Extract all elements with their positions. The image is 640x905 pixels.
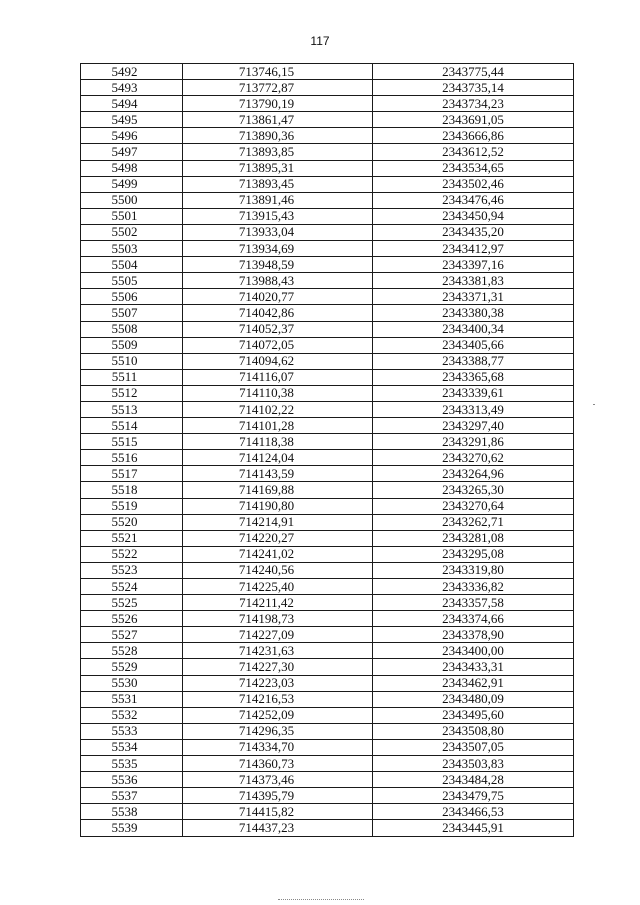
x-coordinate-cell: 714334,70: [183, 739, 373, 755]
y-coordinate-cell: 2343450,94: [373, 208, 574, 224]
point-number-cell: 5505: [81, 273, 183, 289]
x-coordinate-cell: 714214,91: [183, 514, 373, 530]
table-row: [81, 192, 574, 208]
point-number-cell: 5495: [81, 112, 183, 128]
x-coordinate-cell: 713948,59: [183, 257, 373, 273]
point-number-cell: 5539: [81, 820, 183, 836]
y-coordinate-cell: 2343400,34: [373, 321, 574, 337]
y-coordinate-cell: 2343502,46: [373, 176, 574, 192]
table-row: [81, 96, 574, 112]
point-number-cell: 5531: [81, 691, 183, 707]
y-coordinate-cell: 2343397,16: [373, 257, 574, 273]
point-number-cell: 5507: [81, 305, 183, 321]
table-row: [81, 514, 574, 530]
table-row: [81, 385, 574, 401]
table-row: [81, 611, 574, 627]
table-row: [81, 305, 574, 321]
table-row: [81, 450, 574, 466]
table-row: [81, 530, 574, 546]
point-number-cell: 5492: [81, 64, 183, 80]
point-number-cell: 5498: [81, 160, 183, 176]
y-coordinate-cell: 2343297,40: [373, 418, 574, 434]
table-row: [81, 128, 574, 144]
x-coordinate-cell: 713915,43: [183, 208, 373, 224]
point-number-cell: 5525: [81, 595, 183, 611]
y-coordinate-cell: 2343365,68: [373, 369, 574, 385]
y-coordinate-cell: 2343291,86: [373, 434, 574, 450]
point-number-cell: 5514: [81, 418, 183, 434]
y-coordinate-cell: 2343374,66: [373, 611, 574, 627]
coordinates-table-body: [81, 64, 574, 837]
table-row: [81, 579, 574, 595]
y-coordinate-cell: 2343313,49: [373, 401, 574, 417]
table-row: [81, 80, 574, 96]
x-coordinate-cell: 714373,46: [183, 772, 373, 788]
y-coordinate-cell: 2343380,38: [373, 305, 574, 321]
x-coordinate-cell: 713893,45: [183, 176, 373, 192]
x-coordinate-cell: 714042,86: [183, 305, 373, 321]
point-number-cell: 5534: [81, 739, 183, 755]
table-row: [81, 820, 574, 836]
point-number-cell: 5532: [81, 707, 183, 723]
y-coordinate-cell: 2343262,71: [373, 514, 574, 530]
point-number-cell: 5537: [81, 788, 183, 804]
point-number-cell: 5535: [81, 756, 183, 772]
x-coordinate-cell: 714190,80: [183, 498, 373, 514]
point-number-cell: 5522: [81, 546, 183, 562]
x-coordinate-cell: 714223,03: [183, 675, 373, 691]
point-number-cell: 5512: [81, 385, 183, 401]
table-row: [81, 562, 574, 578]
y-coordinate-cell: 2343405,66: [373, 337, 574, 353]
x-coordinate-cell: 714241,02: [183, 546, 373, 562]
point-number-cell: 5509: [81, 337, 183, 353]
table-row: [81, 64, 574, 80]
point-number-cell: 5533: [81, 723, 183, 739]
point-number-cell: 5530: [81, 675, 183, 691]
point-number-cell: 5500: [81, 192, 183, 208]
table-row: [81, 337, 574, 353]
table-row: [81, 176, 574, 192]
y-coordinate-cell: 2343735,14: [373, 80, 574, 96]
y-coordinate-cell: 2343507,05: [373, 739, 574, 755]
x-coordinate-cell: 714240,56: [183, 562, 373, 578]
table-row: [81, 595, 574, 611]
table-row: [81, 257, 574, 273]
point-number-cell: 5510: [81, 353, 183, 369]
x-coordinate-cell: 714437,23: [183, 820, 373, 836]
x-coordinate-cell: 714110,38: [183, 385, 373, 401]
table-row: [81, 160, 574, 176]
point-number-cell: 5502: [81, 224, 183, 240]
table-row: [81, 707, 574, 723]
y-coordinate-cell: 2343433,31: [373, 659, 574, 675]
bottom-rule: [278, 899, 364, 900]
point-number-cell: 5538: [81, 804, 183, 820]
point-number-cell: 5536: [81, 772, 183, 788]
x-coordinate-cell: 714124,04: [183, 450, 373, 466]
x-coordinate-cell: 714296,35: [183, 723, 373, 739]
table-row: [81, 627, 574, 643]
point-number-cell: 5503: [81, 241, 183, 257]
x-coordinate-cell: 713861,47: [183, 112, 373, 128]
y-coordinate-cell: 2343476,46: [373, 192, 574, 208]
y-coordinate-cell: 2343612,52: [373, 144, 574, 160]
table-row: [81, 466, 574, 482]
x-coordinate-cell: 714252,09: [183, 707, 373, 723]
y-coordinate-cell: 2343435,20: [373, 224, 574, 240]
y-coordinate-cell: 2343734,23: [373, 96, 574, 112]
x-coordinate-cell: 714220,27: [183, 530, 373, 546]
table-row: [81, 321, 574, 337]
y-coordinate-cell: 2343691,05: [373, 112, 574, 128]
table-row: [81, 273, 574, 289]
point-number-cell: 5501: [81, 208, 183, 224]
table-row: [81, 723, 574, 739]
point-number-cell: 5515: [81, 434, 183, 450]
x-coordinate-cell: 714116,07: [183, 369, 373, 385]
y-coordinate-cell: 2343503,83: [373, 756, 574, 772]
y-coordinate-cell: 2343775,44: [373, 64, 574, 80]
point-number-cell: 5494: [81, 96, 183, 112]
point-number-cell: 5504: [81, 257, 183, 273]
table-row: [81, 144, 574, 160]
y-coordinate-cell: 2343336,82: [373, 579, 574, 595]
x-coordinate-cell: 714360,73: [183, 756, 373, 772]
y-coordinate-cell: 2343281,08: [373, 530, 574, 546]
x-coordinate-cell: 713772,87: [183, 80, 373, 96]
table-row: [81, 241, 574, 257]
point-number-cell: 5528: [81, 643, 183, 659]
y-coordinate-cell: 2343480,09: [373, 691, 574, 707]
y-coordinate-cell: 2343381,83: [373, 273, 574, 289]
point-number-cell: 5497: [81, 144, 183, 160]
y-coordinate-cell: 2343357,58: [373, 595, 574, 611]
x-coordinate-cell: 713933,04: [183, 224, 373, 240]
x-coordinate-cell: 714198,73: [183, 611, 373, 627]
table-row: [81, 482, 574, 498]
x-coordinate-cell: 714415,82: [183, 804, 373, 820]
table-row: [81, 643, 574, 659]
y-coordinate-cell: 2343264,96: [373, 466, 574, 482]
x-coordinate-cell: 714225,40: [183, 579, 373, 595]
point-number-cell: 5499: [81, 176, 183, 192]
table-row: [81, 675, 574, 691]
x-coordinate-cell: 714020,77: [183, 289, 373, 305]
point-number-cell: 5517: [81, 466, 183, 482]
point-number-cell: 5527: [81, 627, 183, 643]
y-coordinate-cell: 2343445,91: [373, 820, 574, 836]
y-coordinate-cell: 2343400,00: [373, 643, 574, 659]
x-coordinate-cell: 713790,19: [183, 96, 373, 112]
x-coordinate-cell: 713934,69: [183, 241, 373, 257]
x-coordinate-cell: 713746,15: [183, 64, 373, 80]
x-coordinate-cell: 714052,37: [183, 321, 373, 337]
point-number-cell: 5496: [81, 128, 183, 144]
table-row: [81, 112, 574, 128]
point-number-cell: 5516: [81, 450, 183, 466]
y-coordinate-cell: 2343412,97: [373, 241, 574, 257]
y-coordinate-cell: 2343388,77: [373, 353, 574, 369]
y-coordinate-cell: 2343319,80: [373, 562, 574, 578]
y-coordinate-cell: 2343378,90: [373, 627, 574, 643]
table-row: [81, 772, 574, 788]
y-coordinate-cell: 2343270,64: [373, 498, 574, 514]
point-number-cell: 5493: [81, 80, 183, 96]
table-row: [81, 208, 574, 224]
table-row: [81, 289, 574, 305]
point-number-cell: 5519: [81, 498, 183, 514]
table-row: [81, 353, 574, 369]
point-number-cell: 5518: [81, 482, 183, 498]
x-coordinate-cell: 713988,43: [183, 273, 373, 289]
y-coordinate-cell: 2343466,53: [373, 804, 574, 820]
point-number-cell: 5506: [81, 289, 183, 305]
y-coordinate-cell: 2343295,08: [373, 546, 574, 562]
x-coordinate-cell: 714101,28: [183, 418, 373, 434]
x-coordinate-cell: 714169,88: [183, 482, 373, 498]
table-row: [81, 756, 574, 772]
coordinates-table: [80, 63, 574, 837]
x-coordinate-cell: 714143,59: [183, 466, 373, 482]
table-row: [81, 739, 574, 755]
table-row: [81, 224, 574, 240]
point-number-cell: 5520: [81, 514, 183, 530]
x-coordinate-cell: 714072,05: [183, 337, 373, 353]
x-coordinate-cell: 714227,30: [183, 659, 373, 675]
table-row: [81, 369, 574, 385]
x-coordinate-cell: 714118,38: [183, 434, 373, 450]
stray-mark: [593, 404, 595, 405]
table-row: [81, 418, 574, 434]
table-row: [81, 804, 574, 820]
y-coordinate-cell: 2343484,28: [373, 772, 574, 788]
y-coordinate-cell: 2343339,61: [373, 385, 574, 401]
x-coordinate-cell: 714395,79: [183, 788, 373, 804]
page-number: 117: [310, 34, 330, 48]
x-coordinate-cell: 714227,09: [183, 627, 373, 643]
y-coordinate-cell: 2343508,80: [373, 723, 574, 739]
table-row: [81, 546, 574, 562]
point-number-cell: 5523: [81, 562, 183, 578]
table-row: [81, 401, 574, 417]
table-row: [81, 659, 574, 675]
point-number-cell: 5524: [81, 579, 183, 595]
point-number-cell: 5521: [81, 530, 183, 546]
y-coordinate-cell: 2343479,75: [373, 788, 574, 804]
x-coordinate-cell: 714216,53: [183, 691, 373, 707]
table-row: [81, 498, 574, 514]
x-coordinate-cell: 713895,31: [183, 160, 373, 176]
y-coordinate-cell: 2343534,65: [373, 160, 574, 176]
point-number-cell: 5529: [81, 659, 183, 675]
y-coordinate-cell: 2343270,62: [373, 450, 574, 466]
y-coordinate-cell: 2343462,91: [373, 675, 574, 691]
x-coordinate-cell: 714094,62: [183, 353, 373, 369]
y-coordinate-cell: 2343371,31: [373, 289, 574, 305]
x-coordinate-cell: 713890,36: [183, 128, 373, 144]
point-number-cell: 5526: [81, 611, 183, 627]
table-row: [81, 434, 574, 450]
x-coordinate-cell: 714211,42: [183, 595, 373, 611]
x-coordinate-cell: 713891,46: [183, 192, 373, 208]
y-coordinate-cell: 2343265,30: [373, 482, 574, 498]
point-number-cell: 5508: [81, 321, 183, 337]
x-coordinate-cell: 714231,63: [183, 643, 373, 659]
table-row: [81, 691, 574, 707]
x-coordinate-cell: 714102,22: [183, 401, 373, 417]
table-row: [81, 788, 574, 804]
point-number-cell: 5513: [81, 401, 183, 417]
y-coordinate-cell: 2343666,86: [373, 128, 574, 144]
point-number-cell: 5511: [81, 369, 183, 385]
y-coordinate-cell: 2343495,60: [373, 707, 574, 723]
x-coordinate-cell: 713893,85: [183, 144, 373, 160]
